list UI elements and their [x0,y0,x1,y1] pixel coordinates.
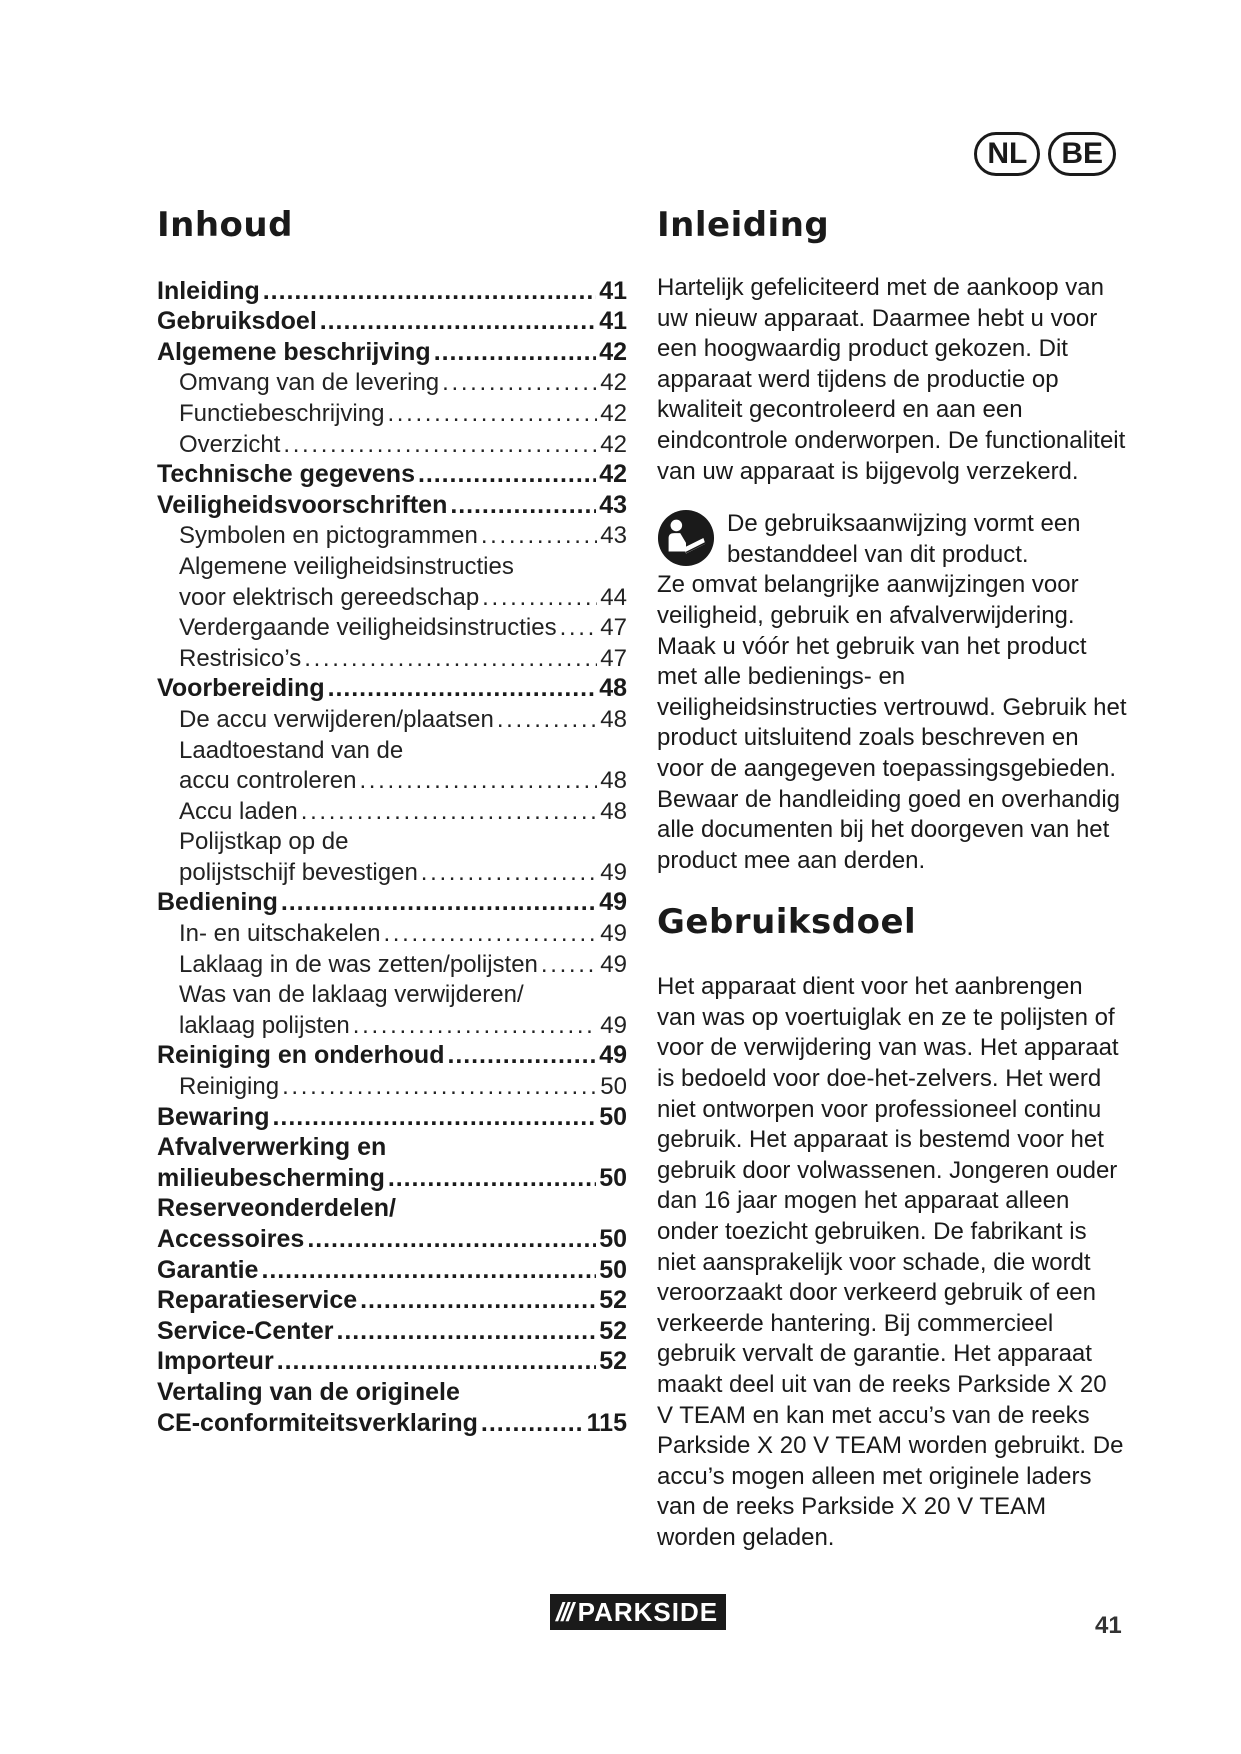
toc-entry-title: Importeur [157,1347,274,1376]
toc-entry-title: De accu verwijderen/plaatsen [179,705,494,733]
toc-leader-dots [418,460,596,489]
toc-entry-title: Reiniging [179,1073,280,1101]
toc-entry [157,1040,627,1071]
toc-entry [157,550,627,581]
purpose-paragraph: Het apparaat dient voor het aanbrengen van was op voertuiglak en ze te polijsten of voor de verwijdering van was. Het apparaat is bedoeld voor doe-het-zelvers. Het werd niet ontworpen voor professioneel continu gebruik. Het apparaat is bestemd voor het gebruik door volwassenen. Jongeren ouder dan 16 jaar mogen het apparaat alleen onder toezicht gebruiken. De fabrikant is niet aansprakelijk voor schade, die wordt veroorzaakt door verkeerd gebruik of een verkeerde hantering. Bij commercieel gebruik vervalt de garantie. Het apparaat maakt deel uit van de reeks Parkside X 20 V TEAM en kan met accu’s van de reeks Parkside X 20 V TEAM worden gebruikt. De accu’s mogen alleen met originele laders van de reeks Parkside X 20 V TEAM worden geladen. [657,973,1124,1551]
toc-entry-title: Restrisico’s [179,644,302,672]
toc-entry [157,1223,627,1254]
toc-entry-page: 43 [600,522,627,550]
toc-leader-dots [421,859,598,887]
toc-entry-title: Accu laden [179,797,298,825]
toc-entry [157,673,627,704]
toc-entry [157,795,627,826]
toc-leader-dots [301,798,598,826]
toc-entry-title: Reiniging en onderhoud [157,1041,445,1070]
toc-entry-page: 49 [600,858,627,886]
toc-entry [157,367,627,398]
toc-leader-dots [283,431,597,459]
purpose-title: Gebruiksdoel [657,902,917,943]
toc-entry [157,306,627,337]
page-number: 41 [1095,1612,1122,1639]
toc-entry-title: Service-Center [157,1316,334,1345]
toc-entry-page: 41 [599,307,627,336]
language-badge-be: BE [1048,132,1116,176]
toc-entry [157,1346,627,1377]
toc-entry-title: Algemene veiligheidsinstructies [179,552,514,580]
toc-entry-page: 50 [599,1163,627,1192]
intro-paragraph-2: Ze omvat belangrijke aanwijzingen voor veiligheid, gebruik en afvalverwijdering. Maak u vóór het gebruik van het product met alle bedienings- en veiligheidsinstructies vertrouwd. Gebruik het product uitsluitend zoals beschreven en voor de aangegeven toepassingsgebieden. Bewaar de handleiding goed en overhandig alle documenten bij het doorgeven van het product mee aan derden. [657,571,1127,874]
toc-entry-title: Voorbereiding [157,674,325,703]
toc-entry [157,1254,627,1285]
toc-leader-dots [497,706,597,734]
toc-leader-dots [383,920,597,948]
toc-entry-page: 49 [600,1011,627,1039]
text-column [657,205,1127,1554]
toc-entry-page: 47 [600,614,627,642]
toc-entry-page: 42 [600,430,627,458]
toc-entry [157,1162,627,1193]
toc-entry [157,887,627,918]
toc-leader-dots [442,369,597,397]
toc-entry [157,1376,627,1407]
intro-paragraph-1: Hartelijk gefeliciteerd met de aankoop van uw nieuw apparaat. Daarmee hebt u voor een hoogwaardig product gekozen. Dit apparaat werd tijdens de productie op kwaliteit gecontroleerd en aan een eindcontrole onderworpen. De functionaliteit van uw apparaat is bijgevolg verzekerd. [657,274,1126,485]
toc-entry-page: 50 [599,1225,627,1253]
toc-entry-title: Technische gegevens [157,460,415,489]
toc-entry-title: Veiligheidsvoorschriften [157,490,448,519]
logo-text: PARKSIDE [577,1596,719,1627]
toc-leader-dots [261,1256,596,1285]
toc-entry-page: 48 [600,797,627,825]
toc-entry-title: Polijstkap op de [179,828,349,856]
toc-title: Inhoud [157,205,293,245]
toc-entry-page: 115 [586,1408,627,1437]
toc-entry-title: Afvalverwerking en [157,1133,387,1162]
toc-entry [157,1009,627,1040]
toc-leader-dots [450,491,596,520]
toc-leader-dots [353,1012,598,1040]
toc-entry [157,734,627,765]
toc-entry [157,1132,627,1163]
toc-leader-dots [388,1164,596,1193]
toc-entry-title: In- en uitschakelen [179,920,381,948]
toc-leader-dots [328,674,597,703]
toc-entry-title: Symbolen en pictogrammen [179,522,478,550]
toc-entry [157,336,627,367]
toc-leader-dots [481,1409,584,1438]
toc-entry [157,856,627,887]
toc-entry [157,428,627,459]
toc-entry-title: laklaag polijsten [179,1011,350,1039]
toc-entry-page: 52 [599,1347,627,1376]
toc-entry-title: Bediening [157,888,278,917]
toc-entry-title: polijstschijf bevestigen [179,858,418,886]
toc-entry [157,826,627,857]
toc-leader-dots [482,584,597,612]
toc-entry-title: Gebruiksdoel [157,307,317,336]
toc-leader-dots [273,1103,597,1132]
toc-entry [157,1193,627,1224]
toc-leader-dots [336,1317,596,1346]
manual-notice [657,509,1127,570]
read-manual-icon [657,509,715,567]
toc-entry [157,459,627,490]
toc-leader-dots [359,767,597,795]
toc-entry-title: Algemene beschrijving [157,337,431,366]
toc-entry [157,1285,627,1316]
toc-entry-page: 42 [600,369,627,397]
toc-entry-title: CE-conformiteitsverklaring [157,1408,478,1437]
toc-leader-dots [447,1041,596,1070]
language-badges [974,132,1116,176]
toc-entry [157,948,627,979]
toc-entry-page: 48 [600,705,627,733]
toc-entry [157,765,627,796]
toc-entry-title: Inleiding [157,276,260,305]
toc-entry [157,581,627,612]
toc-entry-page: 48 [600,767,627,795]
toc-entry [157,1070,627,1101]
toc-leader-dots [560,614,598,642]
toc-entry-title: Reparatieservice [157,1286,358,1315]
toc-entry [157,917,627,948]
toc-entry-page: 49 [600,920,627,948]
toc-entry-title: Laklaag in de was zetten/polijsten [179,950,538,978]
toc-leader-dots [541,951,597,979]
toc-entry-page: 52 [599,1316,627,1345]
toc-entry-title: accu controleren [179,767,357,795]
toc-entry-page: 43 [599,490,627,519]
toc-entry-page: 42 [600,399,627,427]
toc-entry-title: Bewaring [157,1102,270,1131]
toc-entry-page: 48 [599,674,627,703]
toc-entry [157,275,627,306]
toc-entry-title: Functiebeschrijving [179,399,385,427]
toc-entry-page: 52 [599,1286,627,1315]
toc-leader-dots [481,522,597,550]
toc-entry-page: 42 [599,337,627,366]
toc-entry-title: Reserveonderdelen/ [157,1194,396,1223]
toc-entry-title: Accessoires [157,1225,305,1253]
toc-entry-title: milieubescherming [157,1163,385,1192]
toc-entry-title: Laadtoestand van de [179,736,404,764]
parkside-logo [550,1594,726,1630]
toc-entry [157,703,627,734]
toc-entry-page: 50 [599,1102,627,1131]
toc-entry-page: 49 [599,888,627,917]
toc-entry-page: 50 [599,1255,627,1284]
toc-entry-title: Verdergaande veiligheidsinstructies [179,614,557,642]
toc-list [157,275,627,1438]
toc-leader-dots [434,338,596,367]
toc-entry-title: Garantie [157,1255,259,1284]
toc-column [157,205,627,1438]
toc-entry [157,1101,627,1132]
toc-entry-title: Was van de laklaag verwijderen/ [179,981,524,1009]
toc-leader-dots [304,645,597,673]
toc-leader-dots [282,1073,597,1101]
toc-entry [157,1407,627,1438]
toc-entry-page: 49 [600,950,627,978]
toc-entry-page: 41 [599,276,627,305]
toc-entry-title: Omvang van de levering [179,369,440,397]
language-badge-nl: NL [974,132,1040,176]
toc-entry-page: 47 [600,644,627,672]
toc-entry-page: 49 [599,1041,627,1070]
logo-slashes: /// [556,1596,572,1627]
toc-entry-page: 44 [600,583,627,611]
intro-title: Inleiding [657,205,830,245]
manual-notice-text: De gebruiksaanwijzing vormt een bestanddeel van dit product. [727,510,1081,568]
toc-entry-page: 50 [600,1073,627,1101]
toc-entry [157,397,627,428]
toc-entry [157,489,627,520]
toc-leader-dots [307,1225,596,1254]
toc-leader-dots [387,400,597,428]
toc-entry [157,520,627,551]
toc-entry-title: Vertaling van de originele [157,1377,460,1406]
toc-leader-dots [360,1286,596,1315]
toc-entry-page: 42 [599,460,627,489]
toc-entry [157,612,627,643]
toc-entry [157,979,627,1010]
toc-leader-dots [277,1347,597,1376]
toc-entry-title: voor elektrisch gereedschap [179,583,480,611]
toc-entry [157,1315,627,1346]
toc-leader-dots [281,888,596,917]
toc-entry [157,642,627,673]
toc-leader-dots [320,307,596,336]
toc-leader-dots [263,277,596,306]
toc-entry-title: Overzicht [179,430,281,458]
